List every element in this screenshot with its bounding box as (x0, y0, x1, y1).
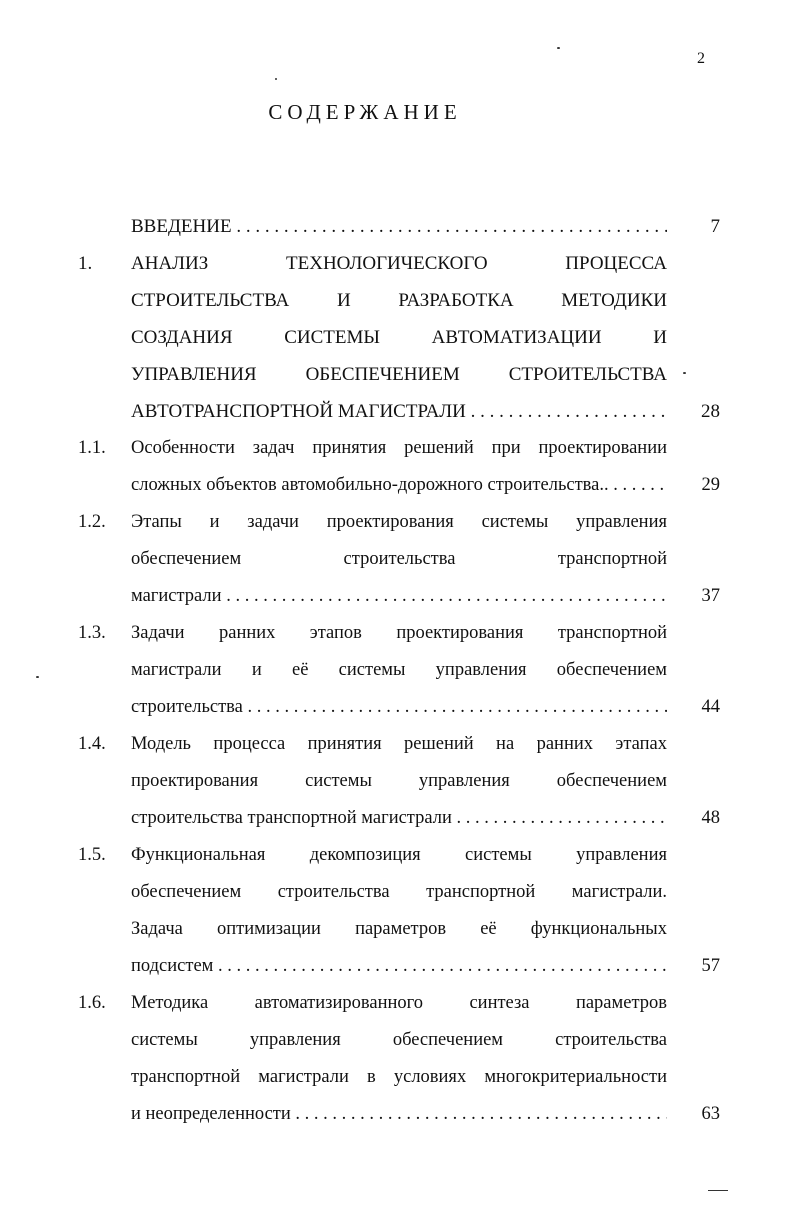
toc-line (0, 393, 796, 430)
toc-entry-text: строительства . . . (131, 689, 667, 726)
toc-line (0, 689, 796, 726)
toc-line (0, 245, 796, 282)
toc-page-number: 48 (701, 808, 720, 828)
toc-line (0, 1096, 796, 1133)
toc-entry-text: системы управления обеспечением строительства (131, 1030, 667, 1050)
toc-line (0, 1022, 796, 1059)
toc-page-number: 7 (710, 216, 720, 237)
toc-line (0, 356, 796, 393)
toc-entry-text: АВТОТРАНСПОРТНОЙ МАГИСТРАЛИ . . . (131, 393, 667, 430)
toc-line (0, 763, 796, 800)
toc-line (0, 652, 796, 689)
toc-entry-text: транспортной магистрали в условиях многокритериальности (131, 1067, 667, 1087)
table-of-contents (0, 208, 796, 1133)
toc-entry-text: СОЗДАНИЯ СИСТЕМЫ АВТОМАТИЗАЦИИ И (131, 327, 667, 348)
toc-page-number: 29 (701, 475, 720, 495)
toc-line (0, 726, 796, 763)
toc-line (0, 504, 796, 541)
toc-line (0, 430, 796, 467)
toc-page-number: 63 (701, 1104, 720, 1124)
toc-entry-number: 1.1. (78, 438, 106, 458)
toc-entry-text: УПРАВЛЕНИЯ ОБЕСПЕЧЕНИЕМ СТРОИТЕЛЬСТВА (131, 364, 667, 385)
toc-entry-text: магистрали и её системы управления обеспечением (131, 660, 667, 680)
toc-entry-number: 1. (78, 253, 93, 274)
toc-entry-text: АНАЛИЗ ТЕХНОЛОГИЧЕСКОГО ПРОЦЕССА (131, 253, 667, 274)
toc-line (0, 208, 796, 245)
toc-entry-number: 1.3. (78, 623, 106, 643)
toc-entry-number: 1.4. (78, 734, 106, 754)
toc-entry-text: обеспечением строительства транспортной (131, 549, 667, 569)
scan-speck (557, 47, 560, 49)
scan-speck (708, 1190, 728, 1191)
toc-line (0, 837, 796, 874)
toc-entry-text: сложных объектов автомобильно-дорожного строительства.. . . . (131, 467, 667, 504)
toc-entry-text: подсистем . . . (131, 948, 667, 985)
toc-entry-text: Задачи ранних этапов проектирования транспортной (131, 623, 667, 643)
toc-entry-text: Особенности задач принятия решений при проектировании (131, 438, 667, 458)
toc-line (0, 1059, 796, 1096)
toc-entry (0, 430, 796, 504)
toc-entry-text: и неопределенности . . . (131, 1096, 667, 1133)
toc-entry (0, 208, 796, 245)
toc-entry (0, 837, 796, 985)
scan-speck (683, 372, 686, 374)
toc-page-number: 57 (701, 956, 720, 976)
toc-line (0, 615, 796, 652)
toc-entry-text: строительства транспортной магистрали . . . (131, 800, 667, 837)
toc-page-number: 37 (701, 586, 720, 606)
toc-line (0, 467, 796, 504)
toc-entry-text: Задача оптимизации параметров её функциональных (131, 919, 667, 939)
toc-line (0, 578, 796, 615)
toc-entry (0, 985, 796, 1133)
toc-line (0, 985, 796, 1022)
toc-line (0, 282, 796, 319)
scan-speck (275, 78, 277, 80)
toc-entry-number: 1.5. (78, 845, 106, 865)
toc-line (0, 541, 796, 578)
toc-entry (0, 245, 796, 430)
toc-entry (0, 504, 796, 615)
toc-entry (0, 726, 796, 837)
toc-entry-text: обеспечением строительства транспортной магистрали. (131, 882, 667, 902)
toc-entry-text: Модель процесса принятия решений на ранних этапах (131, 734, 667, 754)
toc-line (0, 948, 796, 985)
page-number: 2 (697, 50, 705, 67)
page-title: СОДЕРЖАНИЕ (268, 100, 462, 124)
scan-speck (36, 676, 39, 678)
toc-entry-text: проектирования системы управления обеспечением (131, 771, 667, 791)
toc-entry-text: Функциональная декомпозиция системы управления (131, 845, 667, 865)
toc-line (0, 800, 796, 837)
toc-page-number: 44 (701, 697, 720, 717)
toc-entry-text: магистрали . . . (131, 578, 667, 615)
toc-page-number: 28 (701, 401, 720, 422)
toc-entry-text: СТРОИТЕЛЬСТВА И РАЗРАБОТКА МЕТОДИКИ (131, 290, 667, 311)
toc-entry-number: 1.6. (78, 993, 106, 1013)
toc-line (0, 911, 796, 948)
toc-entry-text: Методика автоматизированного синтеза параметров (131, 993, 667, 1013)
toc-line (0, 319, 796, 356)
toc-entry-number: 1.2. (78, 512, 106, 532)
toc-entry (0, 615, 796, 726)
toc-line (0, 874, 796, 911)
toc-entry-text: Этапы и задачи проектирования системы управления (131, 512, 667, 532)
toc-entry-text: ВВЕДЕНИЕ . . . (131, 208, 667, 245)
